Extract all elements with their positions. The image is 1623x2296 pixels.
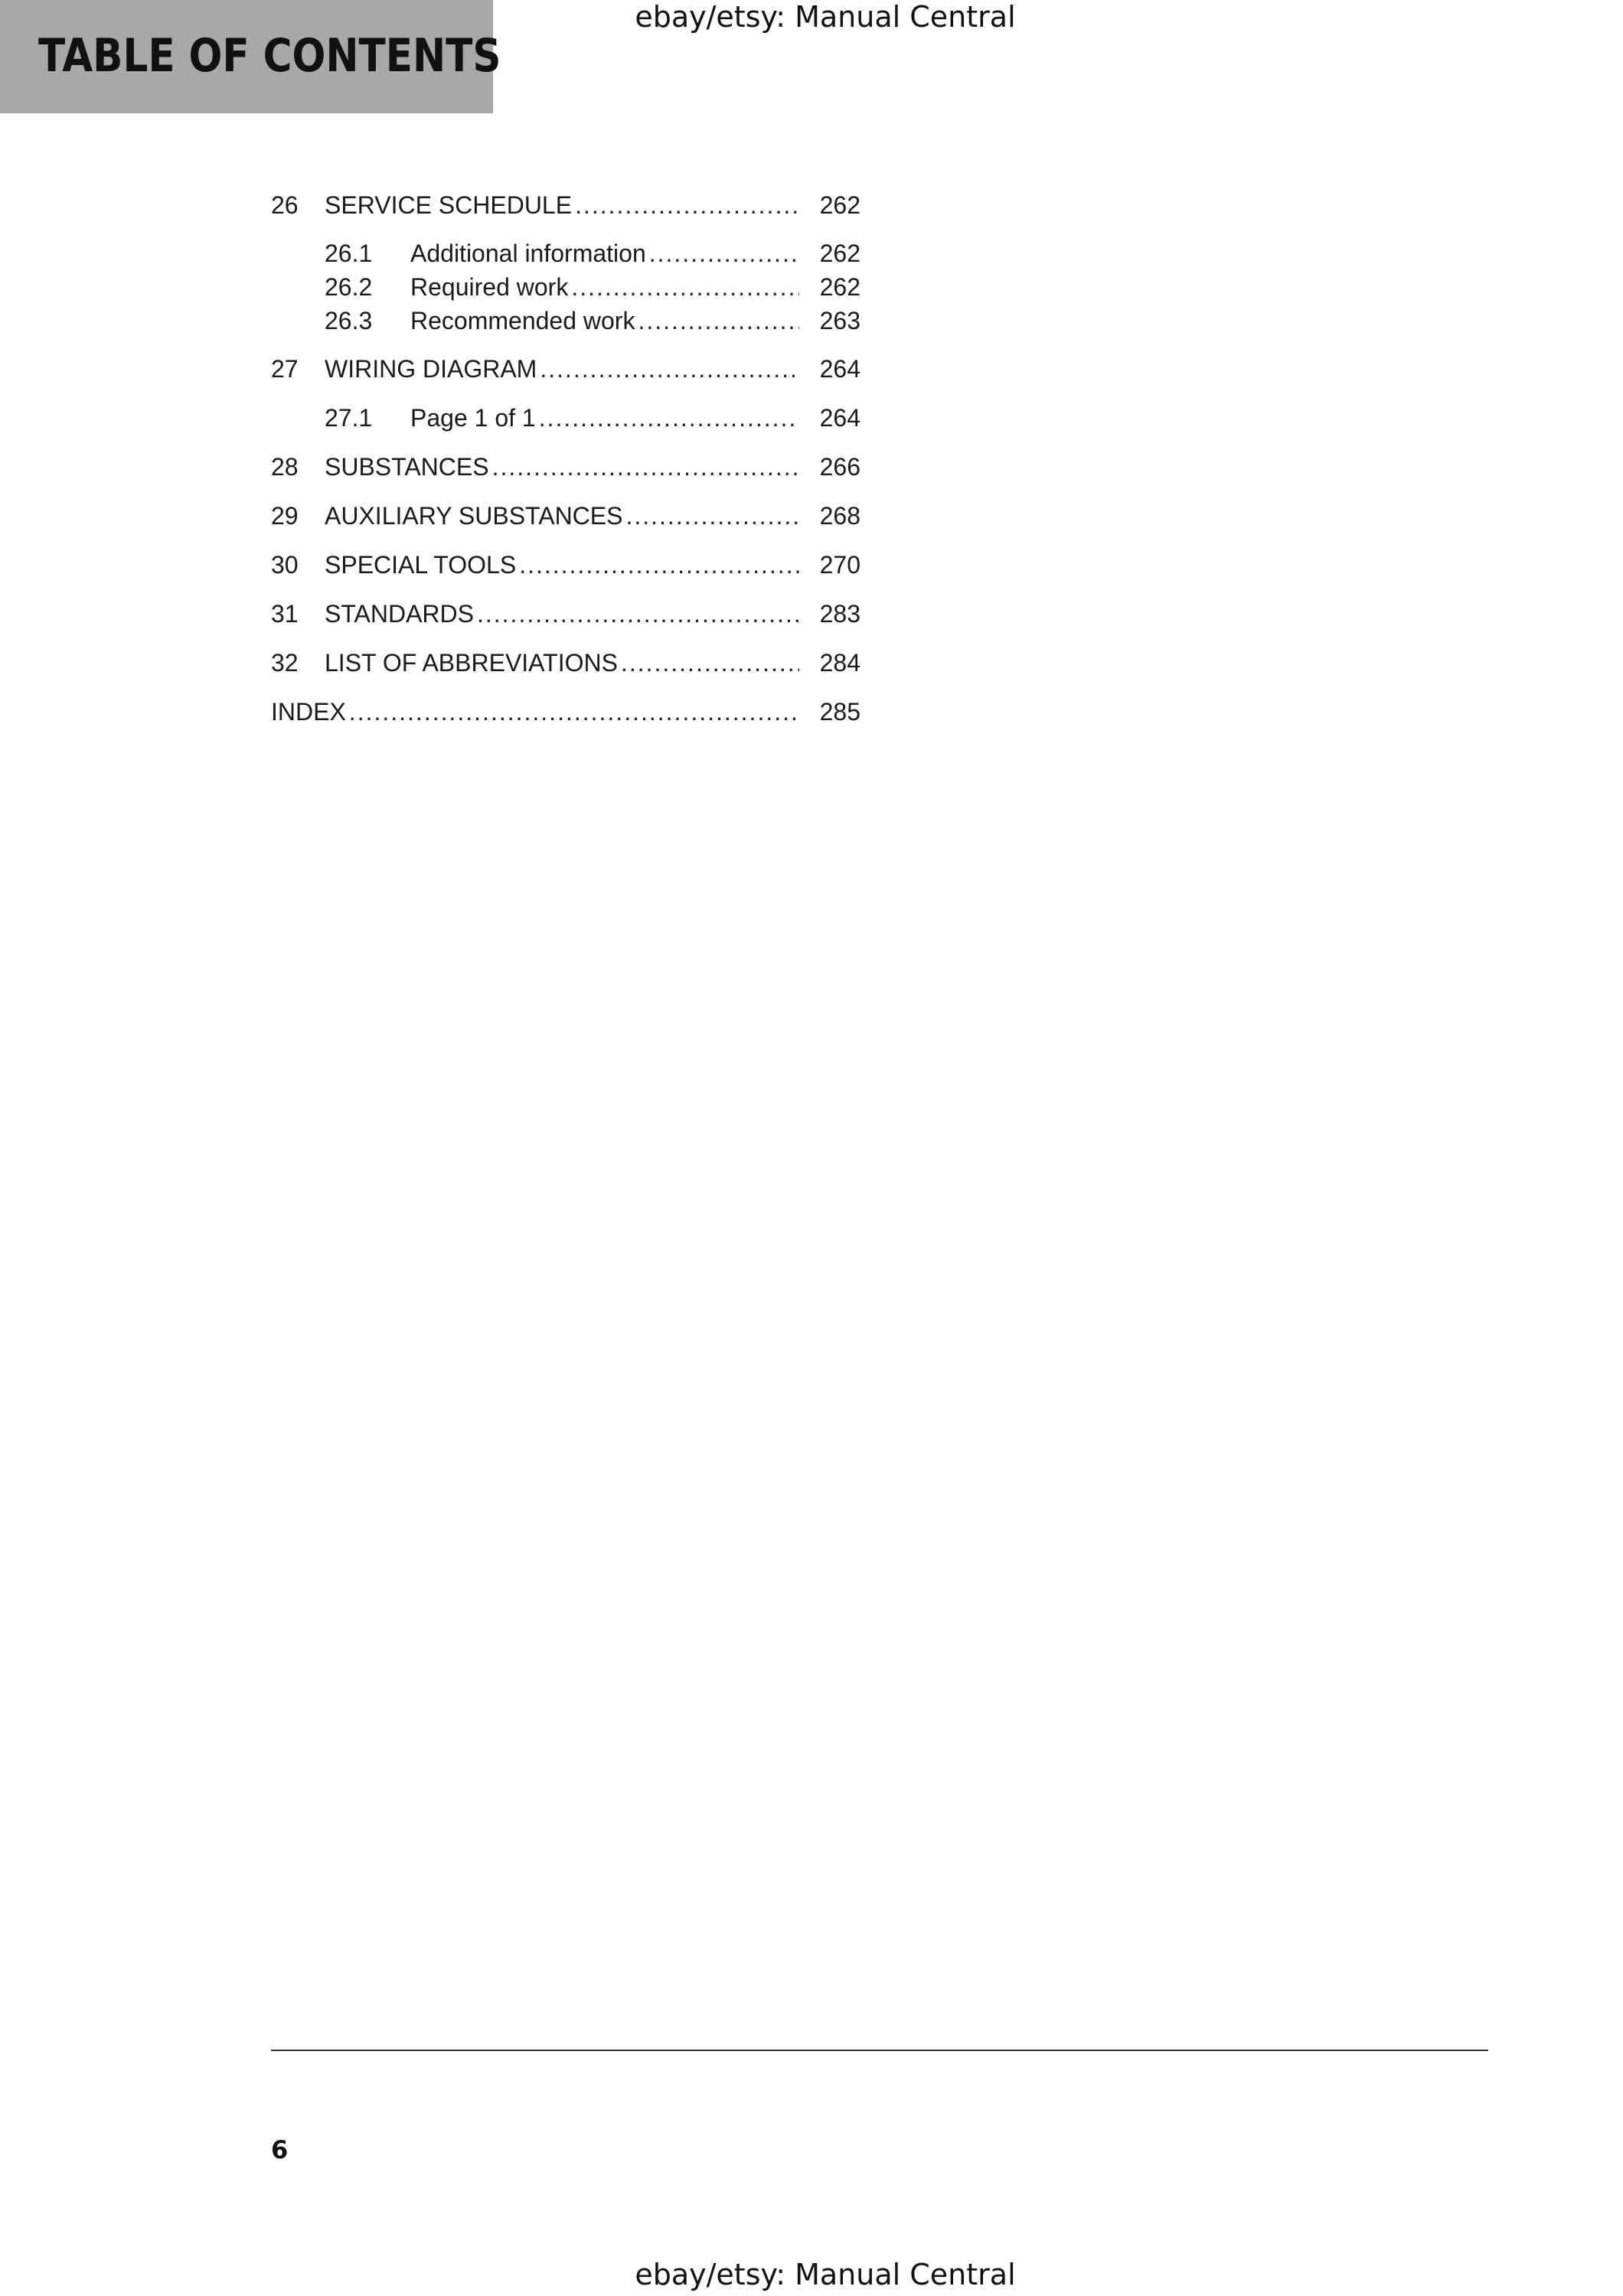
toc-entry[interactable] (271, 597, 860, 631)
toc-entry-index[interactable] (271, 695, 860, 729)
footer-rule (271, 2050, 1488, 2051)
toc-entry[interactable] (271, 548, 860, 582)
toc-entry[interactable] (271, 646, 860, 680)
toc-entry-number: 27 (271, 355, 299, 383)
toc-entry[interactable] (271, 236, 860, 270)
toc-entry-title: SERVICE SCHEDULE (325, 191, 573, 219)
tab-title: TABLE OF CONTENTS (38, 29, 501, 83)
leader-dots (638, 304, 799, 338)
leader-dots (519, 548, 799, 582)
toc-entry-page: 270 (819, 551, 860, 579)
leader-dots (492, 450, 799, 484)
leader-dots (571, 270, 799, 304)
toc-entry-number: 26.3 (325, 307, 373, 334)
toc-entry[interactable] (271, 401, 860, 435)
toc-entry-page: 262 (819, 240, 860, 267)
toc-entry[interactable] (271, 352, 860, 386)
toc-entry-page: 268 (819, 502, 860, 530)
toc-entry[interactable] (271, 270, 860, 304)
toc-entry-number: 32 (271, 649, 299, 677)
toc-entry-title: SUBSTANCES (325, 453, 489, 481)
leader-dots (540, 352, 799, 386)
toc-entry-page: 264 (819, 404, 860, 432)
leader-dots (575, 188, 799, 222)
toc-entry-number: 26.1 (325, 240, 373, 267)
toc-entry-page: 284 (819, 649, 860, 677)
toc-entry-title: LIST OF ABBREVIATIONS (325, 649, 618, 677)
page-number: 6 (271, 2135, 289, 2164)
leader-dots (539, 401, 799, 435)
toc-entry-number: 28 (271, 453, 299, 481)
leader-dots (349, 695, 799, 729)
watermark-top: ebay/etsy: Manual Central (635, 0, 1016, 34)
toc-entry-page: 266 (819, 453, 860, 481)
toc-entry-number: 26 (271, 191, 299, 219)
toc-entry-title: INDEX (271, 698, 346, 726)
toc-entry-title: Additional information (410, 240, 646, 267)
toc-entry-page: 283 (819, 600, 860, 628)
toc-entry[interactable] (271, 499, 860, 533)
toc-entry-title: WIRING DIAGRAM (325, 355, 537, 383)
toc-entry-page: 262 (819, 191, 860, 219)
leader-dots (649, 236, 799, 270)
toc-entry-title: Required work (410, 273, 569, 301)
toc-entry-number: 26.2 (325, 273, 373, 301)
toc-entry[interactable] (271, 450, 860, 484)
leader-dots (625, 499, 799, 533)
toc-entry-title: Recommended work (410, 307, 635, 334)
toc-entry[interactable] (271, 188, 860, 222)
toc-entry-page: 263 (819, 307, 860, 334)
toc-entry-number: 27.1 (325, 404, 373, 432)
leader-dots (621, 646, 799, 680)
toc-entry-title: SPECIAL TOOLS (325, 551, 517, 579)
leader-dots (477, 597, 799, 631)
toc-entry-title: Page 1 of 1 (410, 404, 536, 432)
toc-entry-number: 29 (271, 502, 299, 530)
watermark-bottom: ebay/etsy: Manual Central (635, 2258, 1016, 2291)
toc-entry-title: STANDARDS (325, 600, 474, 628)
toc-entry-title: AUXILIARY SUBSTANCES (325, 502, 623, 530)
toc-entry-page: 264 (819, 355, 860, 383)
toc-entry-page: 285 (819, 698, 860, 726)
toc-entry-number: 30 (271, 551, 299, 579)
toc-entry[interactable] (271, 304, 860, 338)
toc-entry-page: 262 (819, 273, 860, 301)
toc-entry-number: 31 (271, 600, 299, 628)
